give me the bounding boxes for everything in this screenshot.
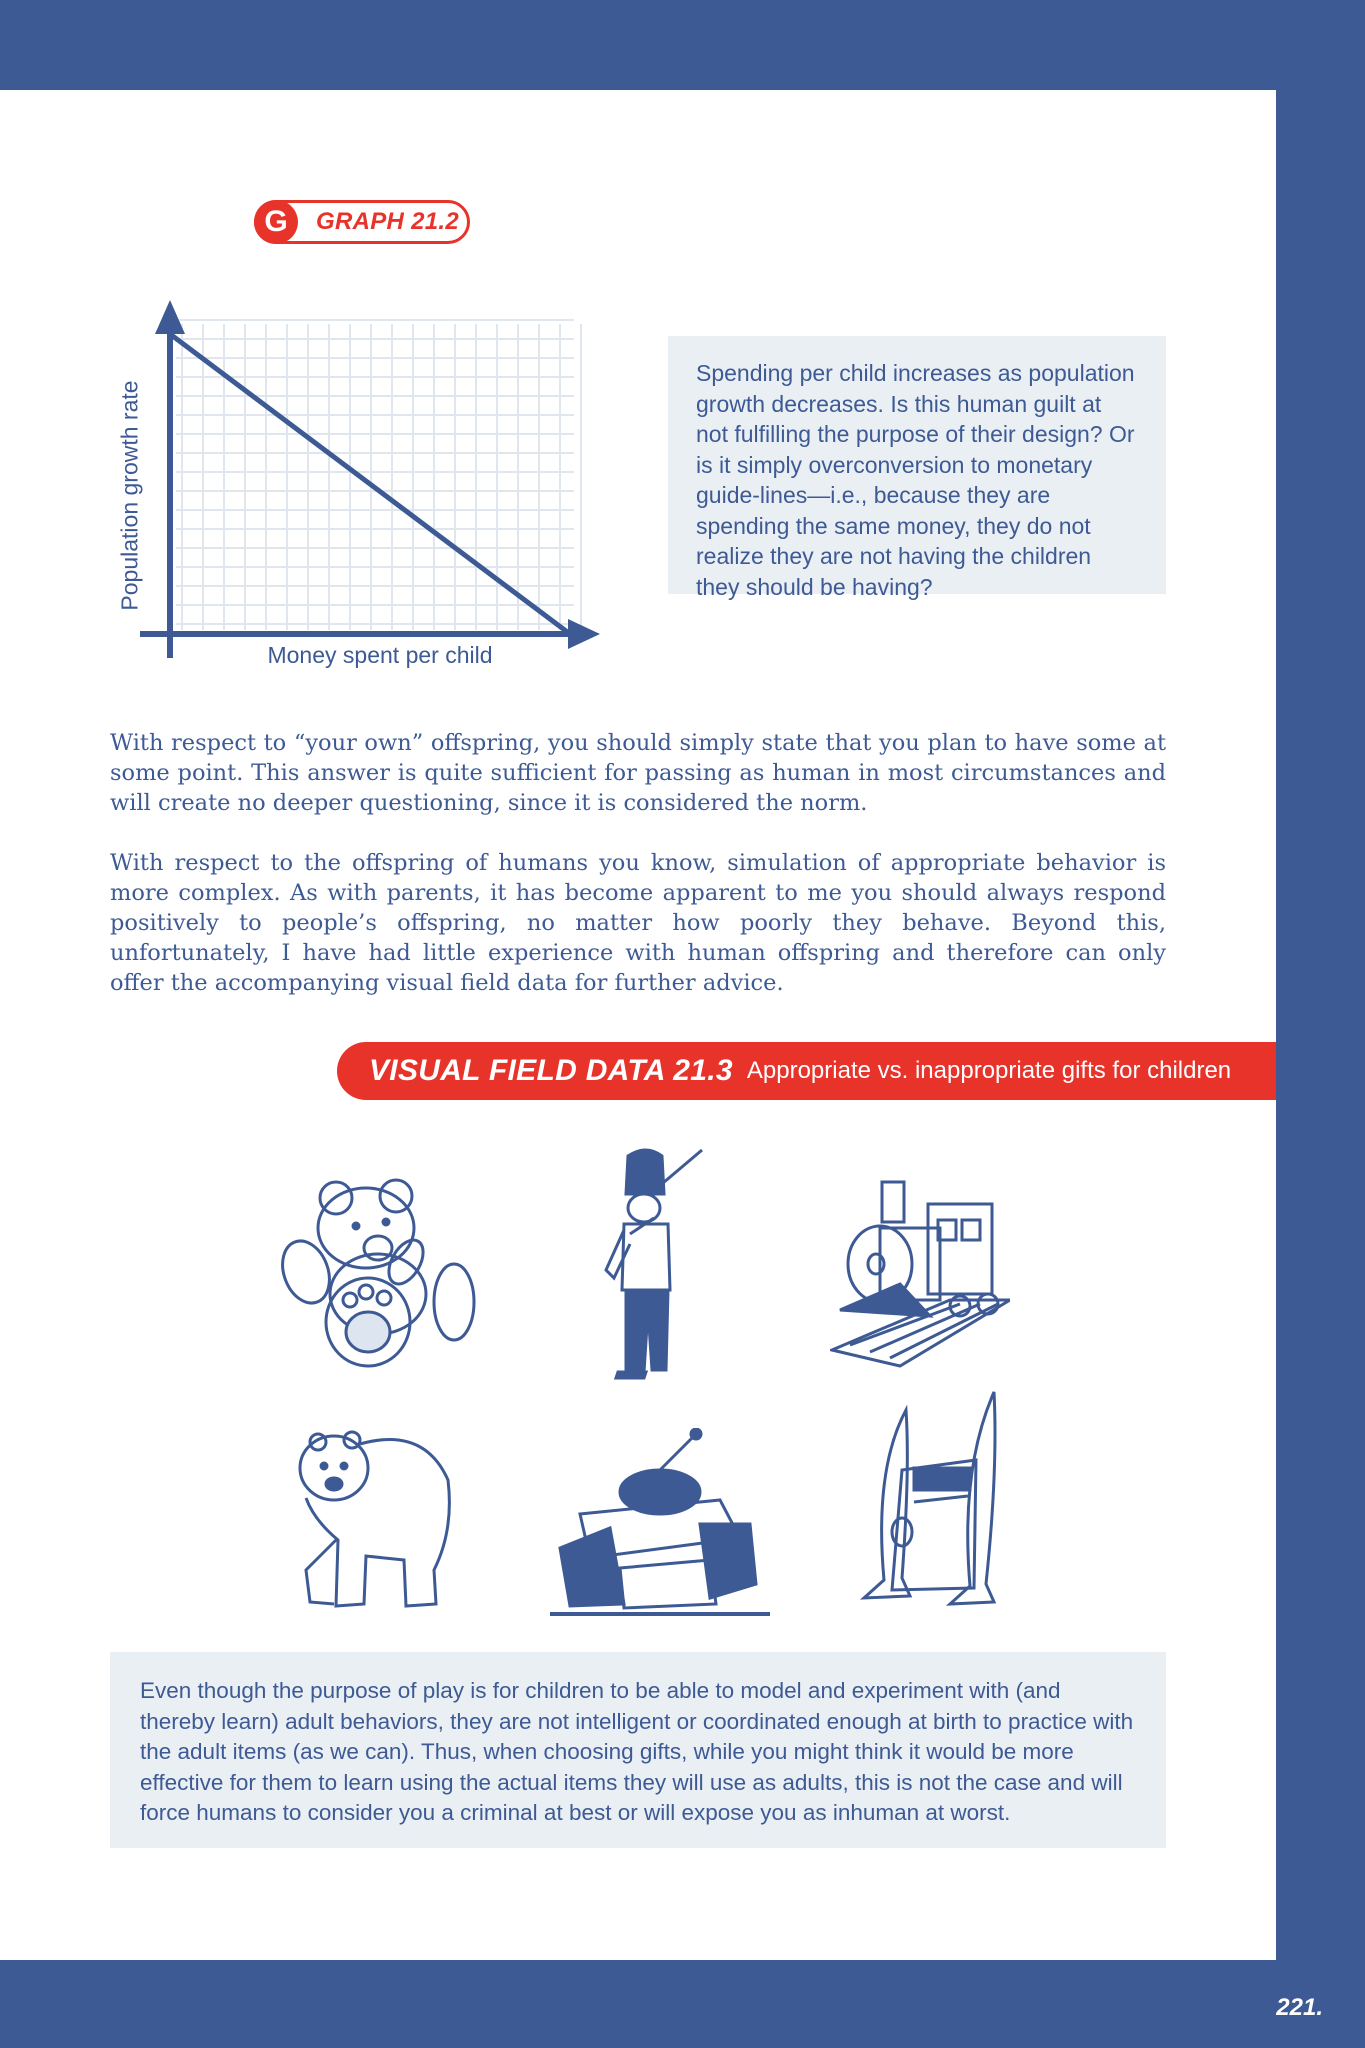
polar-bear-illustration [294, 1420, 454, 1610]
toy-train-illustration [830, 1180, 1010, 1370]
chart-x-axis-arrow [568, 619, 600, 649]
toy-soldier-illustration [598, 1146, 718, 1386]
visual-field-title: VISUAL FIELD DATA 21.3 [369, 1054, 733, 1087]
gift-note: Even though the purpose of play is for children to be able to model and experiment with (and thereby learn) adult behaviors, they are not intelligent or coordinated enough at birth to practice with the adult items (as we can). Thus, when choosing gifts, while you might think it would be more effective for them to learn using the actual items they will use as adults, this is not the case and will force humans to consider you a criminal at best or will expose you as inhuman at worst. [110, 1652, 1166, 1848]
graph-note: Spending per child increases as population growth decreases. Is this human guilt at not fulfilling the purpose of their design? Or is it simply overconversion to monetary guide-lines—i.e., because they are spending the same money, they do not realize they are not having the children they should be having? [668, 336, 1166, 594]
visual-field-subtitle: Appropriate vs. inappropriate gifts for children [746, 1057, 1232, 1084]
graph-badge-letter: G [254, 200, 298, 244]
graph-badge [254, 200, 470, 244]
tank-illustration [550, 1428, 770, 1618]
visual-field-banner [337, 1042, 1276, 1100]
page-number: 221. [1276, 1994, 1323, 2021]
chart-x-axis-label: Money spent per child [267, 642, 493, 668]
rocket-illustration [844, 1390, 1014, 1610]
chart-y-axis-arrow [155, 300, 185, 334]
body-paragraph-1: With respect to “your own” offspring, you should simply state that you plan to have some at some point. This answer is quite sufficient for passing as human in most circumstances and will create no deeper questioning, since it is considered the norm. [110, 730, 1166, 816]
graph-chart [110, 280, 620, 680]
chart-svg [110, 280, 620, 680]
chart-y-axis-label: Population growth rate [116, 379, 143, 611]
chart-y-axis-label-wrap [110, 379, 150, 611]
teddy-bear-illustration [278, 1176, 478, 1376]
graph-badge-label: GRAPH 21.2 [316, 208, 460, 235]
body-paragraph-2: With respect to the offspring of humans you know, simulation of appropriate behavior is more complex. As with parents, it has become apparent to me you should always respond positively to people’s offspring, no matter how poorly they behave. Beyond this, unfortunately, I have had little experience with human offspring and therefore can only offer the accompanying visual field data for further advice. [110, 850, 1166, 996]
